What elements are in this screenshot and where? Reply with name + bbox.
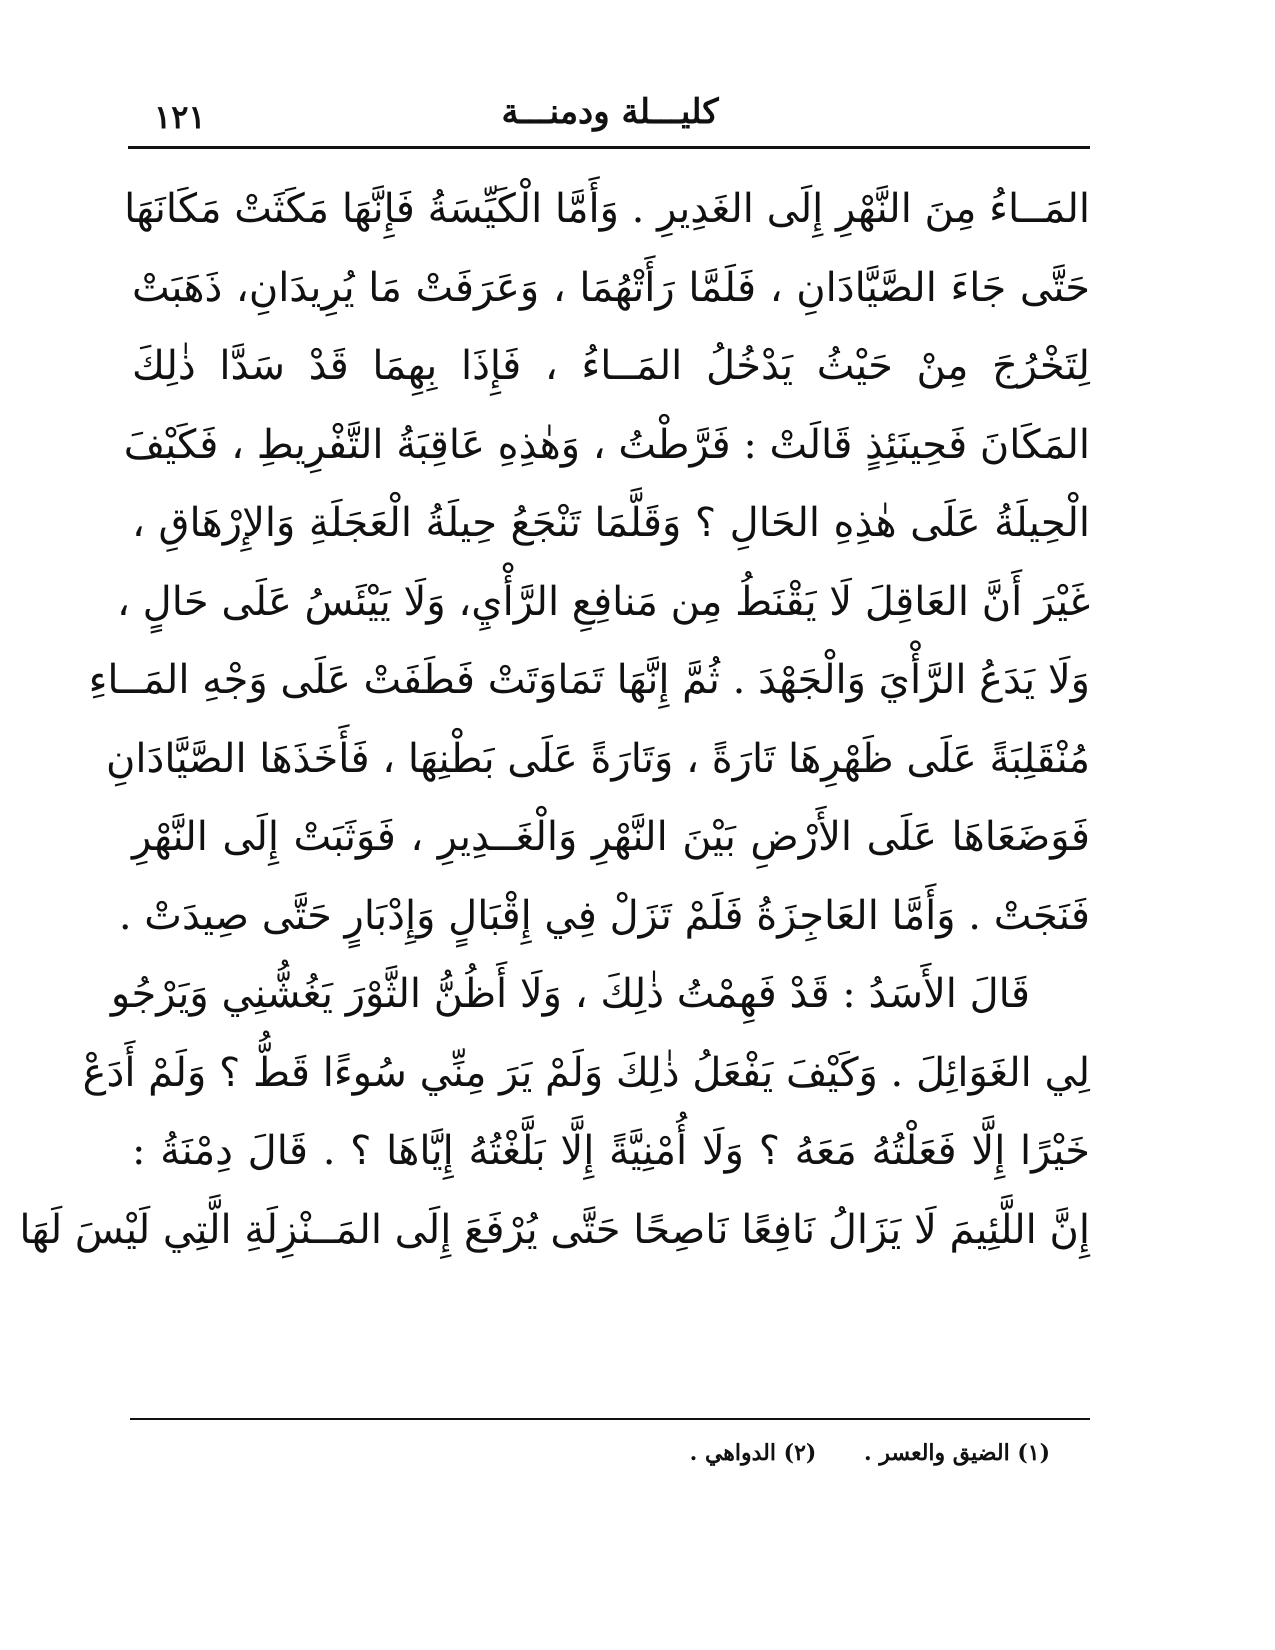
running-title: كليـــلة ودمنـــة (501, 92, 719, 132)
page-header (130, 84, 1090, 140)
paragraph-end-line: فَنَجَتْ . وَأَمَّا العَاجِزَةُ فَلَمْ تَزَلْ فِي إِقْبَالٍ وَإِدْبَارٍ حَتَّى صِيدَتْ . (118, 892, 1090, 939)
text-line: لِتَخْرُجَ مِنْ حَيْثُ يَدْخُلُ المَــاءُ ، فَإِذَا بِهِمَا قَدْ سَدَّا ذٰلِكَ (132, 343, 1090, 389)
text-line: الْحِيلَةُ عَلَى هٰذِهِ الحَالِ ؟ وَقَلَّمَا تَنْجَعُ حِيلَةُ الْعَجَلَةِ وَالإِرْهَاقِ ، (132, 500, 1090, 546)
text-line: وَلَا يَدَعُ الرَّأْيَ وَالْجَهْدَ . ثُمَّ إِنَّهَا تَمَاوَتَتْ فَطَفَتْ عَلَى وَجْهِ المَــاءِ (88, 657, 1090, 703)
paragraph-start-line: قَالَ الأَسَدُ : قَدْ فَهِمْتُ ذٰلِكَ ، وَلَا أَظُنُّ الثَّوْرَ يَغُشُّنِي وَيَرْجُو (110, 971, 1030, 1017)
text-line: خَيْرًا إِلَّا فَعَلْتُهُ مَعَهُ ؟ وَلَا أُمْنِيَّةً إِلَّا بَلَّغْتُهُ إِيَّاهَا ؟ . قَالَ دِمْنَةُ : (132, 1128, 1090, 1174)
text-line: فَوَضَعَاهَا عَلَى الأَرْضِ بَيْنَ النَّهْرِ وَالْغَــدِيرِ ، فَوَثَبَتْ إِلَى النَّهْرِ (132, 814, 1090, 860)
text-line: إِنَّ اللَّئِيمَ لَا يَزَالُ نَافِعًا نَاصِحًا حَتَّى يُرْفَعَ إِلَى المَــنْزِلَةِ الَّتِي لَيْسَ لَهَا (19, 1206, 1090, 1253)
text-line: المَــاءُ مِنَ النَّهْرِ إِلَى الغَدِيرِ . وَأَمَّا الْكَيِّسَةُ فَإِنَّهَا مَكَثَتْ مَكَانَهَا (124, 186, 1090, 232)
page-number: ١٢١ (154, 98, 206, 136)
text-line: غَيْرَ أَنَّ العَاقِلَ لَا يَقْنَطُ مِن مَنافِعِ الرَّأْيِ، وَلَا يَيْئَسُ عَلَى حَالٍ ، (117, 578, 1090, 625)
footnotes (130, 1440, 1050, 1466)
text-line: لِي الغَوَائِلَ . وَكَيْفَ يَفْعَلُ ذٰلِكَ وَلَمْ يَرَ مِنِّي سُوءًا قَطُّ ؟ وَلَمْ أَدَعْ (82, 1049, 1090, 1096)
footnote-2: (٢) الدواهي . (689, 1440, 817, 1466)
text-line: المَكَانَ فَحِينَئِذٍ قَالَتْ : فَرَّطْتُ ، وَهٰذِهِ عَاقِبَةُ التَّفْرِيطِ ، فَكَيْفَ (123, 421, 1090, 468)
footnote-1: (١) الضيق والعسر . (864, 1440, 1050, 1466)
header-rule (128, 146, 1090, 149)
text-line: حَتَّى جَاءَ الصَّيَّادَانِ ، فَلَمَّا رَأَتْهُمَا ، وَعَرَفَتْ مَا يُرِيدَانِ، ذَهَبَتْ (132, 264, 1090, 311)
text-line: مُنْقَلِبَةً عَلَى ظَهْرِهَا تَارَةً ، وَتَارَةً عَلَى بَطْنِهَا ، فَأَخَذَهَا الصَّيَّادَانِ (106, 735, 1090, 782)
body-text (19, 170, 1090, 1269)
footnote-rule (130, 1418, 1090, 1420)
